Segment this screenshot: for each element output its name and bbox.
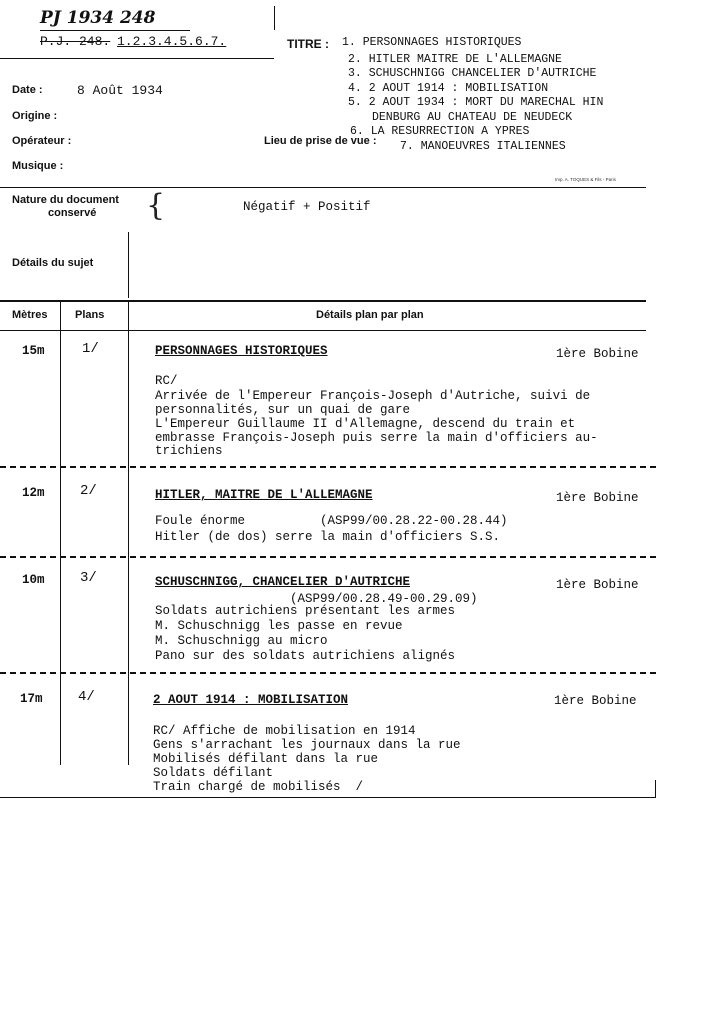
printer-imprint: Imp. A. TOQUES & Fils - Paris xyxy=(555,177,616,182)
row4-title: 2 AOUT 1914 : MOBILISATION xyxy=(153,693,349,707)
row1-line: personnalités, sur un quai de gare xyxy=(155,403,411,417)
row2-line: Foule énorme (ASP99/00.28.22-00.28.44) xyxy=(155,514,508,528)
date-label: Date : xyxy=(12,84,43,96)
sections-reference: 1.2.3.4.5.6.7. xyxy=(117,34,227,49)
row1-metres: 15m xyxy=(22,344,45,358)
nature-label-line2: conservé xyxy=(48,207,97,219)
row1-plan: 1/ xyxy=(82,341,99,357)
column-rule-1 xyxy=(60,300,61,765)
row4-line: Soldats défilant xyxy=(153,766,274,780)
table-header-rule xyxy=(0,330,646,331)
column-header-metres: Mètres xyxy=(12,309,48,321)
row3-plan: 3/ xyxy=(80,570,97,586)
title-line-5: 5. 2 AOUT 1934 : MORT DU MARECHAL HIN xyxy=(348,96,604,109)
header-box-right-edge xyxy=(274,6,275,30)
nature-value: Négatif + Positif xyxy=(243,200,371,214)
row-separator xyxy=(0,466,656,468)
title-line-2: 2. HITLER MAITRE DE L'ALLEMAGNE xyxy=(348,53,562,66)
title-line-1: 1. PERSONNAGES HISTORIQUES xyxy=(342,36,522,49)
row4-line: RC/ Affiche de mobilisation en 1914 xyxy=(153,724,416,738)
origine-label: Origine : xyxy=(12,110,58,122)
row2-line: Hitler (de dos) serre la main d'officiers S.S. xyxy=(155,530,501,544)
row1-line: L'Empereur Guillaume II d'Allemagne, descend du train et xyxy=(155,417,576,431)
row4-bobine: 1ère Bobine xyxy=(554,694,637,708)
handwritten-reference: PJ 1934 248 xyxy=(40,8,156,28)
musique-label: Musique : xyxy=(12,160,64,172)
column-header-plans: Plans xyxy=(75,309,105,321)
row3-line: Pano sur des soldats autrichiens alignés xyxy=(155,649,456,663)
row4-plan: 4/ xyxy=(78,689,95,705)
row4-line: Mobilisés défilant dans la rue xyxy=(153,752,379,766)
row3-metres: 10m xyxy=(22,573,45,587)
handwritten-underline xyxy=(40,30,190,31)
row1-line: Arrivée de l'Empereur François-Joseph d'Autriche, suivi de xyxy=(155,389,591,403)
header-separator xyxy=(0,187,646,188)
title-line-7: 7. MANOEUVRES ITALIENNES xyxy=(400,140,566,153)
row3-bobine: 1ère Bobine xyxy=(556,578,639,592)
header-box-bottom xyxy=(0,58,274,59)
row-separator xyxy=(0,556,656,558)
row4-line: Gens s'arrachant les journaux dans la rue xyxy=(153,738,461,752)
row3-line: M. Schuschnigg au micro xyxy=(155,634,328,648)
title-line-5b: DENBURG AU CHATEAU DE NEUDECK xyxy=(372,111,573,124)
row2-bobine: 1ère Bobine xyxy=(556,491,639,505)
title-line-4: 4. 2 AOUT 1914 : MOBILISATION xyxy=(348,82,549,95)
title-line-6: 6. LA RESURRECTION A YPRES xyxy=(350,125,530,138)
row1-title: PERSONNAGES HISTORIQUES xyxy=(155,344,328,358)
row2-title: HITLER, MAITRE DE L'ALLEMAGNE xyxy=(155,488,373,502)
title-line-3: 3. SCHUSCHNIGG CHANCELIER D'AUTRICHE xyxy=(348,67,597,80)
row3-title: SCHUSCHNIGG, CHANCELIER D'AUTRICHE xyxy=(155,575,411,589)
column-header-details: Détails plan par plan xyxy=(316,309,424,321)
nature-label: Nature du document xyxy=(12,194,119,206)
row4-line: Train chargé de mobilisés / xyxy=(153,780,364,794)
row4-metres: 17m xyxy=(20,692,43,706)
lieu-de-prise-de-vue-label: Lieu de prise de vue : xyxy=(264,135,377,147)
row1-line: RC/ xyxy=(155,374,178,388)
table-top-rule xyxy=(0,300,646,302)
row1-bobine: 1ère Bobine xyxy=(556,347,639,361)
row2-plan: 2/ xyxy=(80,483,97,499)
date-value: 8 Août 1934 xyxy=(77,83,163,98)
nature-brace: { xyxy=(146,188,166,223)
details-sujet-bracket xyxy=(128,232,129,298)
row3-line: (ASP99/00.28.49-00.29.09) xyxy=(155,592,478,606)
card-corner xyxy=(655,780,656,797)
titre-label: TITRE : xyxy=(287,37,329,51)
row1-line: trichiens xyxy=(155,444,223,458)
card-bottom-edge xyxy=(0,797,656,798)
struck-reference: P.J. 248. xyxy=(40,34,111,49)
operateur-label: Opérateur : xyxy=(12,135,72,147)
row2-metres: 12m xyxy=(22,486,45,500)
row1-line: embrasse François-Joseph puis serre la main d'officiers au- xyxy=(155,431,598,445)
row3-line: Soldats autrichiens présentant les armes xyxy=(155,604,456,618)
row-separator xyxy=(0,672,656,674)
details-sujet-label: Détails du sujet xyxy=(12,257,94,269)
column-rule-2 xyxy=(128,300,129,765)
row3-line: M. Schuschnigg les passe en revue xyxy=(155,619,403,633)
